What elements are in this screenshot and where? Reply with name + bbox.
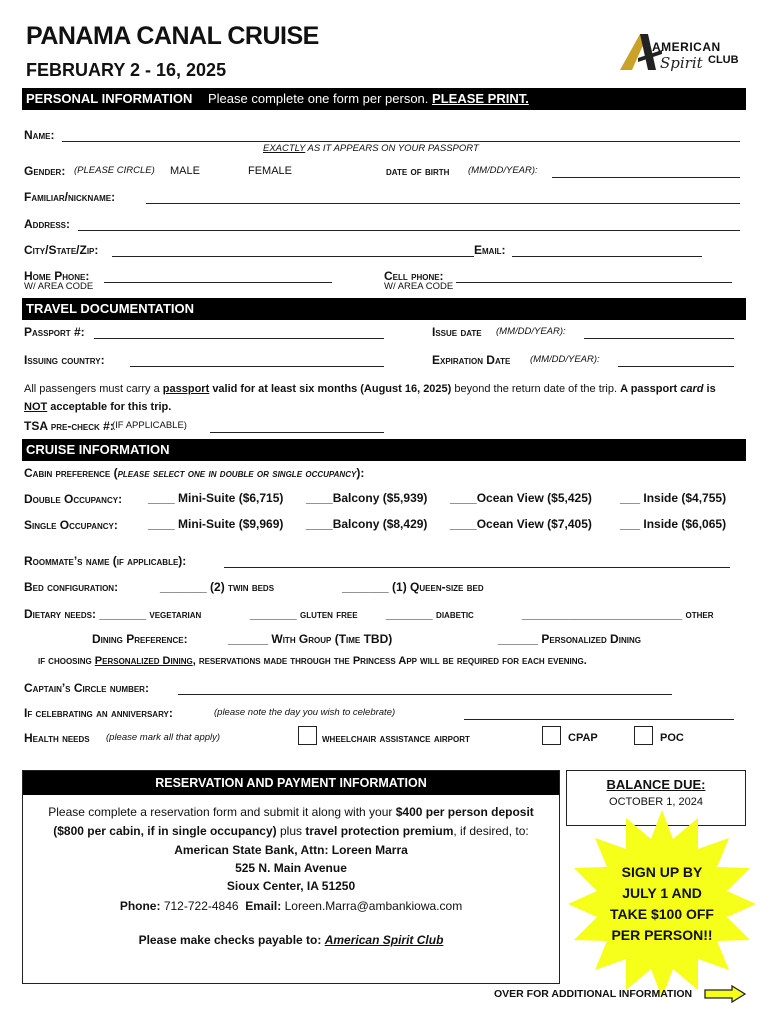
arrow-right-icon[interactable] <box>704 985 746 1003</box>
expiration-date-field[interactable] <box>618 366 734 367</box>
expiration-date-hint: (MM/DD/YEAR): <box>530 354 600 365</box>
double-inside-option[interactable]: ___ Inside ($4,755) <box>620 491 727 505</box>
payment-address <box>23 841 559 895</box>
gender-hint: (PLEASE CIRCLE) <box>74 165 155 176</box>
issue-date-hint: (MM/DD/YEAR): <box>496 326 566 337</box>
single-inside-option[interactable]: ___ Inside ($6,065) <box>620 517 727 531</box>
single-ocean-view-option[interactable]: ____Ocean View ($7,405) <box>450 517 592 531</box>
phone-label: Phone: <box>119 899 161 913</box>
note-card: card <box>680 383 704 395</box>
cell-phone-field[interactable] <box>456 282 732 283</box>
passport-note-exactly: EXACTLY <box>263 143 306 154</box>
passport-number-label: Passport #: <box>24 325 85 339</box>
wheelchair-checkbox[interactable] <box>298 726 317 745</box>
cabin-preference-label: Cabin preference ( <box>24 466 118 480</box>
payment-box <box>22 770 560 984</box>
dietary-vegetarian-option[interactable]: Dietary needs: _______ vegetarian <box>24 607 202 621</box>
double-mini-suite-option[interactable]: ____ Mini-Suite ($6,715) <box>148 491 284 505</box>
name-label: Name: <box>24 128 55 142</box>
captains-circle-label: Captain’s Circle number: <box>24 681 149 695</box>
double-balcony-option[interactable]: ____Balcony ($5,939) <box>306 491 428 505</box>
payment-bar <box>23 771 559 795</box>
promo-line4: PER PERSON!! <box>611 927 713 943</box>
payment-address-line2: 525 N. Main Avenue <box>235 861 347 875</box>
bed-queen-option[interactable]: _______ (1) Queen-size bed <box>342 580 484 594</box>
dining-note <box>38 655 587 667</box>
dining-note-part-1: if choosing <box>38 655 92 667</box>
home-phone-area-code: W/ AREA CODE <box>24 281 94 292</box>
print-instruction <box>208 88 529 110</box>
passport-requirement-note <box>24 380 744 416</box>
note-part-3: beyond the return date of the trip. <box>454 383 618 395</box>
cruise-info-title: CRUISE INFORMATION <box>26 442 170 457</box>
checks-payable <box>23 933 559 947</box>
health-needs-hint: (please mark all that apply) <box>106 732 221 743</box>
email-field[interactable] <box>512 256 702 257</box>
note-part-2: valid for at least six months (August 16, 2025) <box>212 383 452 395</box>
gender-female-option[interactable]: FEMALE <box>248 165 293 177</box>
address-field[interactable] <box>78 230 740 231</box>
payment-bar-title: RESERVATION AND PAYMENT INFORMATION <box>155 776 427 790</box>
issue-date-field[interactable] <box>584 338 734 339</box>
note-not: NOT <box>24 401 48 413</box>
passport-note <box>263 143 479 154</box>
bed-twin-option[interactable]: _______ (2) twin beds <box>160 580 275 594</box>
email-contact-value[interactable]: Loreen.Marra@ambankiowa.com <box>284 899 463 913</box>
balance-date: OCTOBER 1, 2024 <box>609 796 703 808</box>
cabin-preference-hint: please select one in double or single occupancy <box>117 466 357 480</box>
nickname-field[interactable] <box>146 203 740 204</box>
phone-value: 712-722-4846 <box>163 899 239 913</box>
email-label: Email: <box>474 243 506 257</box>
payment-contact <box>23 899 559 913</box>
dietary-gluten-free-option[interactable]: _______ gluten free <box>250 607 358 621</box>
single-balcony-option[interactable]: ____Balcony ($8,429) <box>306 517 428 531</box>
cruise-info-bar <box>22 439 746 461</box>
balance-title: BALANCE DUE: <box>606 777 706 792</box>
roommate-field[interactable] <box>224 567 730 568</box>
wheelchair-label: wheelchair assistance airport <box>322 731 470 745</box>
double-ocean-view-option[interactable]: ____Ocean View ($5,425) <box>450 491 592 505</box>
travel-doc-bar <box>22 298 746 320</box>
logo-club: CLUB <box>708 54 739 66</box>
issuing-country-field[interactable] <box>130 366 384 367</box>
dietary-diabetic-option[interactable]: _______ diabetic <box>386 607 474 621</box>
dietary-other-option[interactable]: ________________________ other <box>522 607 714 621</box>
page-title: PANAMA CANAL CRUISE <box>26 22 319 50</box>
passport-number-field[interactable] <box>94 338 384 339</box>
dining-personalized-option[interactable]: ______ Personalized Dining <box>498 632 641 646</box>
poc-checkbox[interactable] <box>634 726 653 745</box>
cell-phone-area-code: W/ AREA CODE <box>384 281 454 292</box>
name-field[interactable] <box>62 141 740 142</box>
cell-phone-label: Cell phone: <box>384 269 444 283</box>
dob-hint: (MM/DD/YEAR): <box>468 165 538 176</box>
bed-config-label: Bed configuration: <box>24 580 119 594</box>
print-note: Please complete one form per person. <box>208 91 429 106</box>
travel-doc-title: TRAVEL DOCUMENTATION <box>26 301 195 316</box>
nickname-label: Familiar/nickname: <box>24 190 116 204</box>
promo-line3: TAKE $100 OFF <box>610 906 714 922</box>
payment-address-line3: Sioux Center, IA 51250 <box>226 879 356 893</box>
captains-circle-field[interactable] <box>178 694 672 695</box>
city-state-zip-field[interactable] <box>112 256 474 257</box>
note-part-4: A passport <box>620 383 678 395</box>
gender-label: Gender: <box>24 164 66 178</box>
expiration-date-label: Expiration Date <box>432 353 511 367</box>
note-passport: passport <box>162 383 210 395</box>
health-needs-label: Health needs <box>24 731 90 745</box>
anniversary-label: If celebrating an anniversary: <box>24 706 173 720</box>
print-note-strong: PLEASE PRINT. <box>432 91 529 106</box>
promo-line1: SIGN UP BY <box>621 864 703 880</box>
home-phone-label: Home Phone: <box>24 269 90 283</box>
logo-american: AMERICAN <box>652 40 721 54</box>
dining-note-part-2: , reservations made through the Princess App will be required for each evening. <box>192 655 587 667</box>
dining-pref-label: Dining Preference: <box>92 632 188 646</box>
city-state-zip-label: City/State/Zip: <box>24 243 99 257</box>
payment-line2-a: ($800 per cabin, if in single occupancy) <box>53 824 277 838</box>
payment-instructions <box>23 803 559 841</box>
checks-label: Please make checks payable to: <box>138 933 322 947</box>
double-occupancy-label: Double Occupancy: <box>24 492 123 506</box>
single-occupancy-label: Single Occupancy: <box>24 518 118 532</box>
tsa-hint: (IF APPLICABLE) <box>112 420 187 431</box>
personal-info-bar <box>22 88 746 110</box>
tsa-label: TSA pre-check #: <box>24 419 114 433</box>
dob-field[interactable] <box>552 177 740 178</box>
anniversary-field[interactable] <box>464 719 734 720</box>
cabin-preference <box>24 466 364 480</box>
logo-spirit: Spirit <box>660 54 703 72</box>
note-part-6: acceptable for this trip. <box>50 401 172 413</box>
cabin-preference-end: ): <box>356 466 365 480</box>
anniversary-hint: (please note the day you wish to celebrate) <box>214 707 396 718</box>
note-part-1: All passengers must carry a <box>24 383 160 395</box>
promo-text <box>592 862 732 946</box>
home-phone-field[interactable] <box>104 282 332 283</box>
note-part-5: is <box>706 383 716 395</box>
address-label: Address: <box>24 217 71 231</box>
over-note: OVER FOR ADDITIONAL INFORMATION <box>494 988 693 1000</box>
payment-line2-d: , if desired, to: <box>453 824 529 838</box>
single-mini-suite-option[interactable]: ____ Mini-Suite ($9,969) <box>148 517 284 531</box>
cpap-label: CPAP <box>568 732 598 744</box>
payment-address-line1: American State Bank, Attn: Loreen Marra <box>174 843 408 857</box>
tsa-field[interactable] <box>210 432 384 433</box>
roommate-label: Roommate’s name (if applicable): <box>24 554 187 568</box>
payment-line2-b: plus <box>279 824 302 838</box>
dob-label: date of birth <box>386 164 450 178</box>
gender-male-option[interactable]: MALE <box>170 165 200 177</box>
dining-group-option[interactable]: ______ With Group (Time TBD) <box>228 632 393 646</box>
payment-travel-protection: travel protection premium <box>305 824 454 838</box>
poc-label: POC <box>660 732 684 744</box>
checks-payee: American Spirit Club <box>324 933 444 947</box>
email-contact-label: Email: <box>245 899 282 913</box>
dining-note-personalized: Personalized Dining <box>94 655 193 667</box>
issue-date-label: Issue date <box>432 325 482 339</box>
payment-deposit: $400 per person deposit <box>395 805 534 819</box>
promo-line2: JULY 1 AND <box>622 885 702 901</box>
american-spirit-club-logo <box>618 30 740 76</box>
payment-line1-a: Please complete a reservation form and submit it along with your <box>48 805 393 819</box>
issuing-country-label: Issuing country: <box>24 353 105 367</box>
personal-info-title: PERSONAL INFORMATION <box>26 91 193 106</box>
trip-dates: FEBRUARY 2 - 16, 2025 <box>26 60 227 80</box>
passport-note-text: AS IT APPEARS ON YOUR PASSPORT <box>307 143 479 154</box>
cpap-checkbox[interactable] <box>542 726 561 745</box>
